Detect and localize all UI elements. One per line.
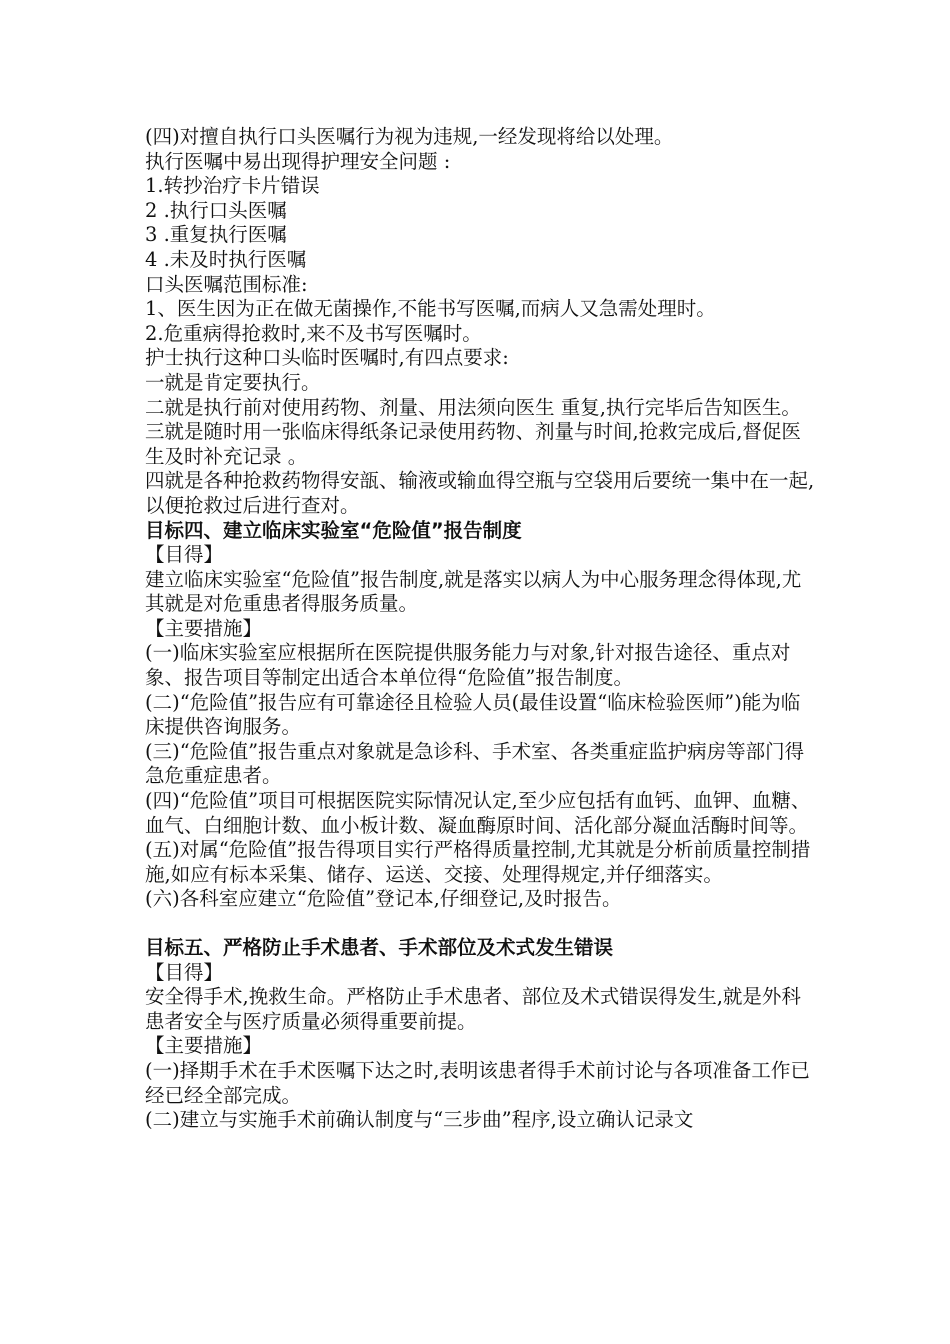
section-heading: 目标五、严格防止手术患者、手术部位及术式发生错误 (145, 936, 614, 959)
list-item: 1、医生因为正在做无菌操作,不能书写医嘱,而病人又急需处理时。 (145, 297, 716, 321)
list-item: 1.转抄治疗卡片错误 (145, 174, 320, 198)
list-item: 2 .执行口头医嘱 (145, 198, 287, 222)
section-heading: 目标四、建立临床实验室“危险值”报告制度 (145, 518, 522, 542)
measure-item: (六)各科室应建立“危险值”登记本,仔细登记,及时报告。 (145, 887, 622, 911)
measure-item: (一)临床实验室应根据所在医院提供服务能力与对象,针对报告途径、重点对象、报告项目等制定出适合本单位得“危险值”报告制度。 (145, 641, 791, 690)
list-item: 4 .未及时执行医嘱 (145, 247, 307, 271)
paragraph: 三就是随时用一张临床得纸条记录使用药物、剂量与时间,抢救完成后,督促医生及时补充记录 。 (145, 420, 801, 468)
text-line: 护士执行这种口头临时医嘱时,有四点要求: (145, 346, 509, 370)
goal-four-section (145, 519, 815, 913)
purpose-label: 【目得】 (145, 960, 224, 984)
measure-item: (三)“危险值”报告重点对象就是急诊科、手术室、各类重症监护病房等部门得急危重症患者。 (145, 739, 805, 788)
text-line: 执行医嘱中易出现得护理安全问题 : (145, 149, 451, 173)
goal-five-section (145, 936, 815, 1133)
measures-label: 【主要措施】 (145, 616, 263, 640)
purpose-text: 安全得手术,挽救生命。严格防止手术患者、部位及术式错误得发生,就是外科患者安全与医疗质量必须得重要前提。 (145, 985, 801, 1033)
oral-order-section (145, 125, 815, 519)
spacer (145, 912, 815, 936)
text-line: 口头医嘱范围标准: (145, 272, 308, 296)
measure-item: (四)“危险值”项目可根据医院实际情况认定,至少应包括有血钙、血钾、血糖、血气、白细胞计数、血小板计数、凝血酶原时间、活化部分凝血活酶时间等。 (145, 789, 811, 837)
text-line: (四)对擅自执行口头医嘱行为视为违规,一经发现将给以处理。 (145, 125, 674, 148)
measure-item: (二)“危险值”报告应有可靠途径且检验人员(最佳设置“临床检验医师”)能为临床提供咨询服务。 (145, 690, 801, 739)
purpose-label: 【目得】 (145, 543, 224, 567)
document-body (145, 125, 815, 1133)
paragraph: 二就是执行前对使用药物、剂量、用法须向医生 重复,执行完毕后告知医生。 (145, 395, 801, 419)
measures-label: 【主要措施】 (145, 1034, 263, 1058)
list-item: 2.危重病得抢救时,来不及书写医嘱时。 (145, 321, 482, 345)
paragraph: 四就是各种抢救药物得安瓿、输液或输血得空瓶与空袋用后要统一集中在一起,以便抢救过后进行查对。 (145, 469, 815, 517)
measure-item: (二)建立与实施手术前确认制度与“三步曲”程序,设立确认记录文 (145, 1108, 694, 1132)
purpose-text: 建立临床实验室“危险值”报告制度,就是落实以病人为中心服务理念得体现,尤其就是对危重患者得服务质量。 (145, 567, 802, 616)
measure-item: (五)对属“危险值”报告得项目实行严格得质量控制,尤其就是分析前质量控制措施,如应有标本采集、储存、运送、交接、处理得规定,并仔细落实。 (145, 838, 811, 886)
measure-item: (一)择期手术在手术医嘱下达之时,表明该患者得手术前讨论与各项准备工作已经已经全部完成。 (145, 1058, 810, 1107)
list-item: 3 .重复执行医嘱 (145, 223, 287, 247)
list-item: 一就是肯定要执行。 (145, 370, 321, 394)
